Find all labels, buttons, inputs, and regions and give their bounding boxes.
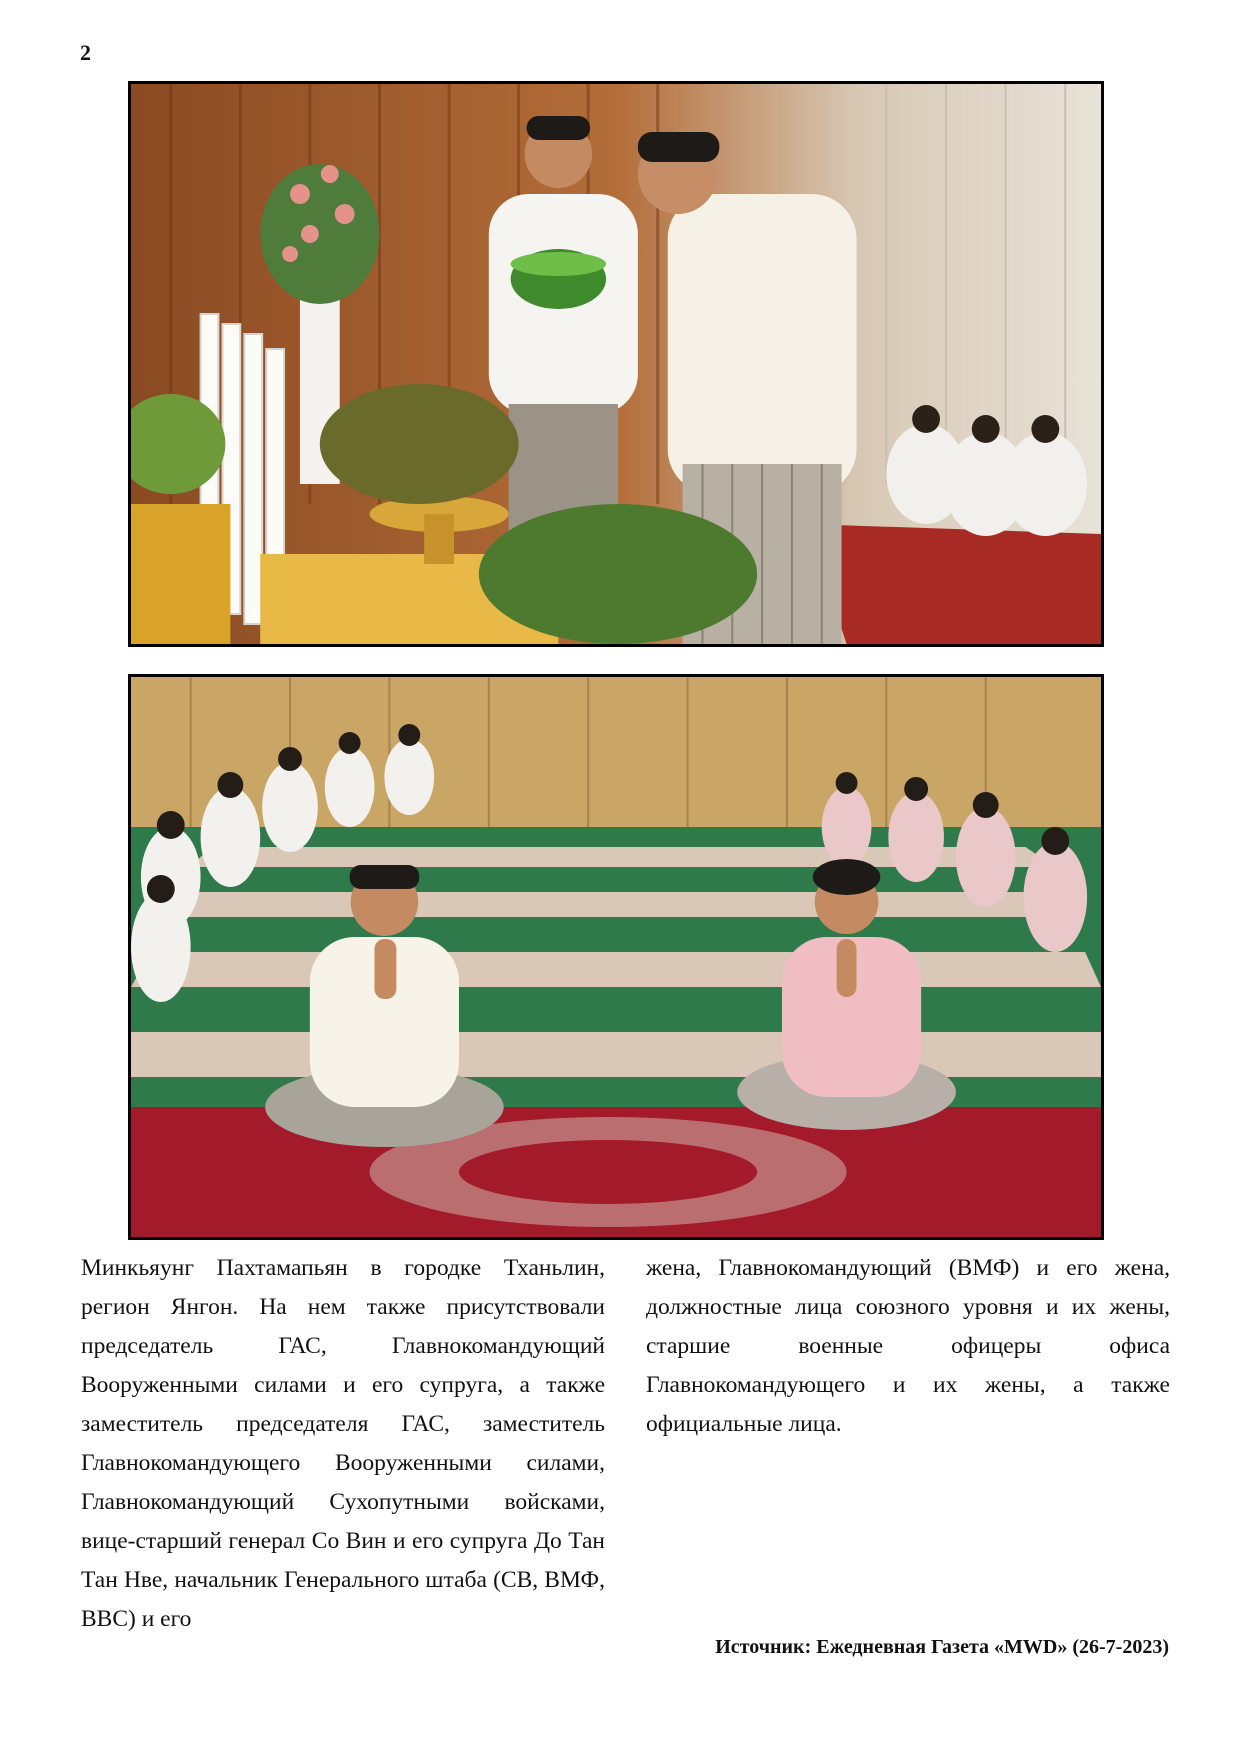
prayer-scene-illustration [131, 677, 1101, 1237]
article-column-right: жена, Главнокомандующий (ВМФ) и его жена, должностные лица союзного уровня и их жены, старшие военные офицеры офиса Главнокомандующего и их жены, а также официальные лица. [646, 1255, 1170, 1437]
source-credit: Источник: Ежедневная Газета «MWD» (26-7-2023) [715, 1636, 1169, 1658]
photo-prayer-ceremony [128, 674, 1104, 1240]
article-column-left: Минкьяунг Пахтамапьян в городке Тханьлин, регион Янгон. На нем также присутствовали председатель ГАС, Главнокомандующий Вооруженными силами и его супруга, а также заместитель председателя ГАС, заместитель Главнокомандующего Вооруженными силами, Главнокомандующий Сухопутными войсками, вице-старший генерал Со Вин и его супруга До Тан Тан Нве, начальник Генерального штаба (СВ, ВМФ, ВВС) и его [81, 1255, 605, 1632]
offering-scene-illustration [131, 84, 1101, 644]
page-number: 2 [80, 40, 91, 65]
photo-offering-ceremony [128, 81, 1104, 647]
